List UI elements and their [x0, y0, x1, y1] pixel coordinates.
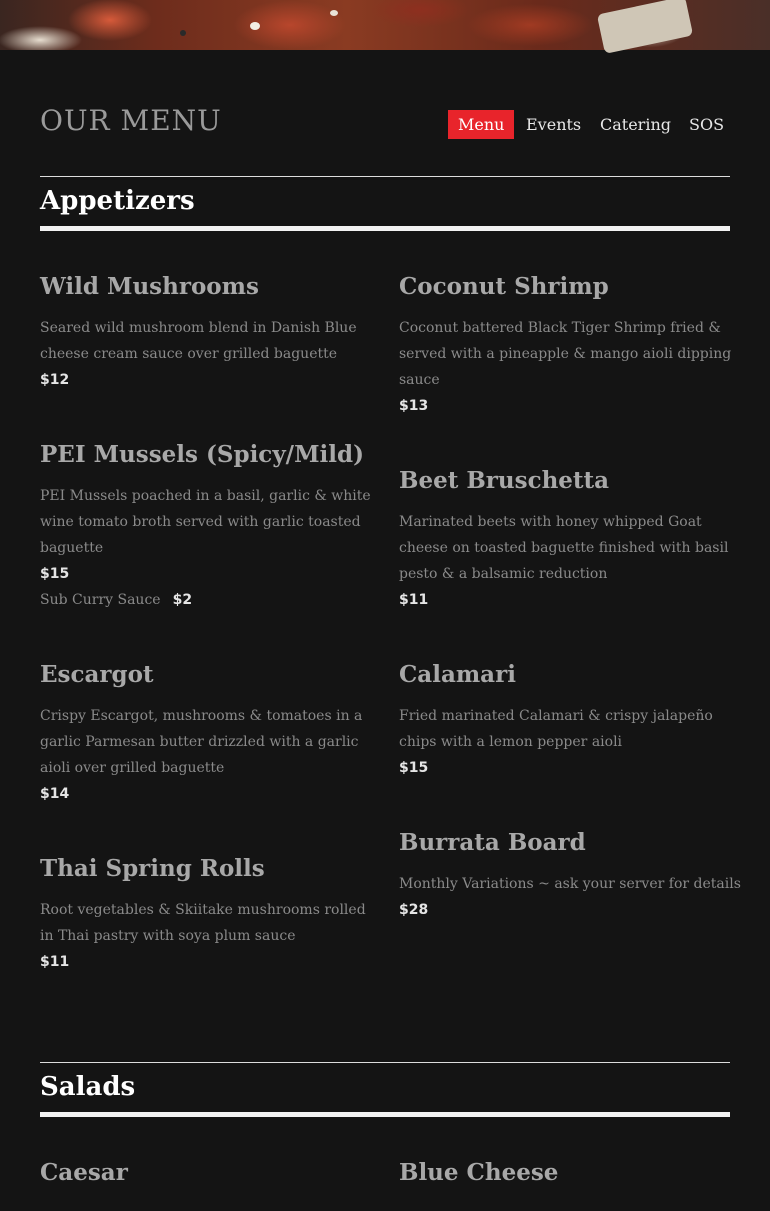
- menu-item-description: Fried marinated Calamari & crispy jalapeño chips with a lemon pepper aioli: [399, 708, 713, 750]
- nav-catering[interactable]: Catering: [600, 115, 671, 134]
- menu-item: [40, 440, 375, 613]
- menu-item-description: Marinated beets with honey whipped Goat cheese on toasted baguette finished with basil pesto & a balsamic reduction: [399, 514, 729, 582]
- menu-item-name: Thai Spring Rolls: [40, 855, 265, 882]
- menu-item-name: Burrata Board: [399, 829, 586, 856]
- menu-item-addon: [40, 587, 375, 613]
- menu-item: [399, 1158, 734, 1188]
- menu-item: [399, 660, 734, 781]
- menu-item-price: $28: [399, 902, 429, 918]
- menu-item-price: $11: [40, 954, 70, 970]
- menu-item-description: Crispy Escargot, mushrooms & tomatoes in a garlic Parmesan butter drizzled with a garlic aioli over grilled baguette: [40, 708, 363, 776]
- menu-item-description: Monthly Variations ~ ask your server for details: [399, 876, 741, 892]
- hero-detail: [250, 22, 260, 30]
- menu-item-price: $15: [40, 566, 70, 582]
- nav-menu[interactable]: Menu: [448, 110, 514, 139]
- nav-events[interactable]: Events: [526, 115, 582, 134]
- menu-item-name: Caesar: [40, 1159, 128, 1186]
- section-title: Salads: [40, 1072, 136, 1102]
- menu-item-price: $12: [40, 372, 70, 388]
- menu-item-price: $14: [40, 786, 70, 802]
- menu-item-name: Escargot: [40, 661, 154, 688]
- menu-item-description: Seared wild mushroom blend in Danish Blue cheese cream sauce over grilled baguette: [40, 320, 357, 362]
- addon-price: $2: [172, 592, 193, 608]
- menu-item-name: Wild Mushrooms: [40, 273, 259, 300]
- menu-item-description: Root vegetables & Skiitake mushrooms rolled in Thai pastry with soya plum sauce: [40, 902, 366, 944]
- menu-item: [40, 854, 375, 975]
- divider: [40, 176, 730, 177]
- menu-item-description: PEI Mussels poached in a basil, garlic & white wine tomato broth served with garlic toasted baguette: [40, 488, 371, 556]
- addon-label: Sub Curry Sauce: [40, 592, 161, 608]
- menu-item: [399, 272, 734, 419]
- hero-detail: [180, 30, 186, 36]
- divider: [40, 226, 730, 231]
- menu-item-name: Beet Bruschetta: [399, 467, 610, 494]
- menu-item-name: Blue Cheese: [399, 1159, 559, 1186]
- menu-item-name: Coconut Shrimp: [399, 273, 609, 300]
- menu-item: [399, 466, 734, 613]
- menu-item: [399, 828, 741, 923]
- divider: [40, 1112, 730, 1117]
- menu-item-price: $11: [399, 592, 429, 608]
- divider: [40, 1062, 730, 1063]
- menu-item: [40, 1158, 375, 1188]
- nav-sos[interactable]: SOS: [689, 115, 725, 134]
- page-title: OUR MENU: [40, 104, 222, 137]
- section-title: Appetizers: [40, 186, 195, 216]
- hero-food-image: [0, 0, 770, 50]
- menu-item-name: Calamari: [399, 661, 516, 688]
- menu-item: [40, 660, 375, 807]
- menu-item-price: $13: [399, 398, 429, 414]
- menu-item-description: Coconut battered Black Tiger Shrimp fried & served with a pineapple & mango aioli dipping sauce: [399, 320, 732, 388]
- hero-detail: [330, 10, 338, 16]
- menu-item-price: $15: [399, 760, 429, 776]
- menu-item: [40, 272, 375, 393]
- menu-item-name: PEI Mussels (Spicy/Mild): [40, 441, 364, 468]
- hero-detail: [597, 0, 693, 54]
